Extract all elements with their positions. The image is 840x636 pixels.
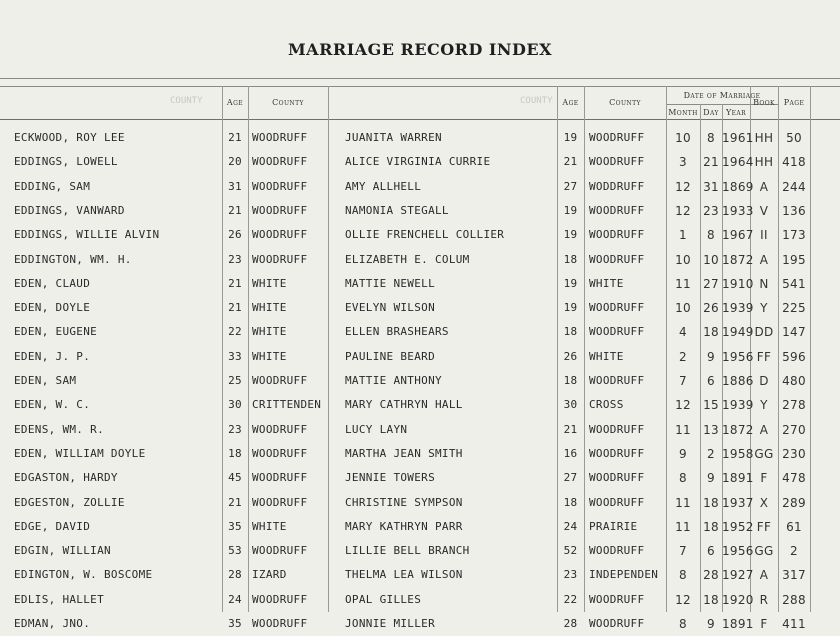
book: FF — [756, 519, 772, 534]
bride-name: MATTIE ANTHONY — [345, 374, 442, 387]
bride-age: 19 — [563, 228, 578, 242]
marriage-year: 1910 — [722, 276, 754, 291]
bride-county: WOODRUFF — [589, 471, 645, 485]
bride-age: 19 — [563, 301, 578, 315]
groom-county: WOODRUFF — [252, 471, 308, 485]
marriage-year: 1933 — [722, 203, 754, 218]
marriage-month: 10 — [675, 131, 691, 145]
book: FF — [756, 349, 772, 364]
bride-county: WHITE — [589, 349, 624, 363]
page-number: 136 — [782, 203, 806, 218]
book: N — [759, 276, 769, 291]
bride-name: LUCY LAYN — [345, 422, 408, 436]
bride-county: WOODRUFF — [589, 592, 645, 606]
header-top-rule — [0, 78, 840, 79]
table-row — [0, 223, 840, 247]
groom-age: 21 — [228, 203, 242, 217]
table-row — [0, 393, 840, 417]
book: V — [759, 203, 769, 218]
marriage-year: 1939 — [722, 398, 754, 413]
book: R — [759, 592, 769, 607]
bride-name: JONNIE MILLER — [345, 617, 435, 630]
bride-county: WOODRUFF — [589, 252, 645, 266]
marriage-month: 9 — [679, 446, 687, 461]
groom-name: EDDINGS, WILLIE ALVIN — [14, 228, 160, 242]
marriage-month: 1 — [679, 228, 687, 243]
header-rule-2 — [0, 86, 840, 87]
book: DD — [754, 325, 774, 340]
groom-county: WHITE — [252, 519, 287, 533]
day-header: Day — [703, 108, 719, 117]
bride-county: WOODRUFF — [589, 446, 645, 460]
marriage-day: 8 — [707, 228, 715, 243]
bride-name: MARY CATHRYN HALL — [345, 398, 463, 412]
bride-age: 18 — [563, 374, 578, 387]
groom-name: EDEN, SAM — [14, 374, 77, 387]
groom-county: WHITE — [252, 349, 287, 363]
table-row — [0, 515, 840, 539]
header-bottom-rule — [0, 119, 840, 120]
marriage-day: 26 — [703, 301, 719, 316]
bride-name: LILLIE BELL BRANCH — [345, 544, 470, 558]
bride-name: JENNIE TOWERS — [345, 471, 435, 485]
groom-county: WHITE — [252, 301, 287, 315]
groom-name: EDDINGS, LOWELL — [14, 155, 118, 169]
groom-county: WOODRUFF — [252, 617, 308, 630]
marriage-month: 10 — [675, 301, 691, 316]
groom-name: EDLIS, HALLET — [14, 592, 104, 606]
date-of-marriage-header: Date of Marriage — [683, 91, 761, 100]
groom-age-header: Age — [226, 98, 244, 107]
page-number: 418 — [782, 155, 806, 170]
page-title: MARRIAGE RECORD INDEX — [287, 40, 553, 59]
groom-age: 21 — [228, 131, 242, 144]
bride-age: 22 — [563, 592, 578, 606]
page-number: 411 — [782, 617, 806, 631]
bride-name: NAMONIA STEGALL — [345, 203, 449, 217]
bride-age: 18 — [563, 325, 578, 339]
bride-age: 27 — [563, 179, 578, 193]
bride-name: ALICE VIRGINIA CURRIE — [345, 155, 491, 169]
marriage-day: 21 — [703, 155, 719, 170]
bride-age: 23 — [563, 568, 578, 582]
marriage-year: 1927 — [722, 568, 754, 583]
page-number: 195 — [782, 252, 806, 267]
marriage-month: 12 — [675, 592, 691, 607]
marriage-day: 18 — [703, 519, 719, 534]
groom-age: 21 — [228, 276, 242, 290]
bride-age: 27 — [563, 471, 578, 485]
groom-county-header: County — [272, 98, 304, 107]
marriage-day: 13 — [703, 422, 719, 437]
bride-age: 19 — [563, 131, 578, 144]
groom-age: 24 — [228, 592, 242, 606]
page-number: 289 — [782, 495, 806, 510]
bride-name: MATTIE NEWELL — [345, 276, 435, 290]
bride-county: WOODRUFF — [589, 544, 645, 558]
table-row — [0, 563, 840, 587]
table-row — [0, 369, 840, 393]
groom-age: 45 — [228, 471, 242, 485]
groom-county: WOODRUFF — [252, 544, 308, 558]
table-row — [0, 320, 840, 344]
bride-age: 21 — [563, 422, 578, 436]
bride-county: WOODRUFF — [589, 617, 645, 630]
marriage-day: 2 — [707, 446, 715, 461]
groom-name: EDMAN, JNO. — [14, 617, 91, 630]
marriage-day: 27 — [703, 276, 719, 291]
bride-age: 18 — [563, 252, 578, 266]
marriage-day: 9 — [707, 471, 715, 486]
groom-name: EDEN, J. P. — [14, 349, 91, 363]
groom-age: 26 — [228, 228, 242, 242]
bride-age: 52 — [563, 544, 578, 558]
page-number: 173 — [782, 228, 806, 243]
marriage-day: 23 — [703, 203, 719, 218]
groom-name: EDGIN, WILLIAN — [14, 544, 111, 558]
marriage-year: 1952 — [722, 519, 754, 534]
groom-name: EDEN, WILLIAM DOYLE — [14, 446, 146, 460]
groom-county: WOODRUFF — [252, 131, 308, 144]
bride-county: WOODRUFF — [589, 131, 645, 144]
page-number: 225 — [782, 301, 806, 316]
table-row — [0, 345, 840, 369]
bride-county: WOODRUFF — [589, 228, 645, 242]
groom-county: WOODRUFF — [252, 446, 308, 460]
marriage-year: 1967 — [722, 228, 754, 243]
marriage-day: 31 — [703, 179, 719, 194]
groom-county: WOODRUFF — [252, 155, 308, 169]
bride-name: EVELYN WILSON — [345, 301, 435, 315]
groom-county: WOODRUFF — [252, 495, 308, 509]
table-row — [0, 150, 840, 174]
table-row — [0, 296, 840, 320]
page-number: 147 — [782, 325, 806, 340]
bride-county: WOODRUFF — [589, 422, 645, 436]
groom-county: WHITE — [252, 276, 287, 290]
marriage-year: 1939 — [722, 301, 754, 316]
table-row — [0, 539, 840, 563]
book: Y — [760, 301, 768, 316]
table-row — [0, 272, 840, 296]
groom-name: EDDINGTON, WM. H. — [14, 252, 132, 266]
groom-age: 30 — [228, 398, 242, 412]
book: Y — [760, 398, 768, 413]
groom-county: WOODRUFF — [252, 592, 308, 606]
page-number: 270 — [782, 422, 806, 437]
marriage-day: 28 — [703, 568, 719, 583]
groom-name: EDEN, EUGENE — [14, 325, 98, 339]
marriage-month: 8 — [679, 568, 687, 583]
marriage-year: 1937 — [722, 495, 754, 510]
groom-name: EDEN, W. C. — [14, 398, 91, 412]
marriage-year: 1891 — [722, 471, 754, 486]
marriage-month: 7 — [679, 544, 687, 559]
bride-name: JUANITA WARREN — [345, 131, 442, 144]
book: A — [759, 568, 769, 583]
book: HH — [754, 155, 774, 170]
bride-name: CHRISTINE SYMPSON — [345, 495, 463, 509]
bride-name: MARTHA JEAN SMITH — [345, 446, 463, 460]
bride-age: 28 — [563, 617, 578, 630]
bride-county: WOODRUFF — [589, 203, 645, 217]
bride-county: WOODRUFF — [589, 301, 645, 315]
bride-county: CROSS — [589, 398, 624, 412]
marriage-month: 3 — [679, 155, 687, 170]
marriage-month: 7 — [679, 374, 687, 388]
bride-name: ELLEN BRASHEARS — [345, 325, 449, 339]
book: GG — [754, 544, 774, 559]
marriage-year: 1920 — [722, 592, 754, 607]
bride-county: WOODRUFF — [589, 325, 645, 339]
marriage-day: 6 — [707, 544, 715, 559]
bride-age: 30 — [563, 398, 578, 412]
marriage-year: 1961 — [722, 131, 754, 145]
marriage-month: 12 — [675, 398, 691, 413]
bride-age: 21 — [563, 155, 578, 169]
marriage-month: 12 — [675, 203, 691, 218]
bride-age: 26 — [563, 349, 578, 363]
book: F — [760, 617, 768, 631]
groom-county: IZARD — [252, 568, 287, 582]
groom-age: 18 — [228, 446, 242, 460]
groom-age: 28 — [228, 568, 242, 582]
groom-name: EDEN, DOYLE — [14, 301, 91, 315]
page-number: 230 — [782, 446, 806, 461]
table-row — [0, 199, 840, 223]
groom-name: ECKWOOD, ROY LEE — [14, 131, 125, 144]
book: D — [759, 374, 769, 388]
groom-age: 35 — [228, 519, 242, 533]
marriage-year: 1958 — [722, 446, 754, 461]
table-row — [0, 442, 840, 466]
groom-name: EDEN, CLAUD — [14, 276, 91, 290]
groom-name: EDENS, WM. R. — [14, 422, 104, 436]
marriage-year: 1872 — [722, 422, 754, 437]
groom-county: CRITTENDEN — [252, 398, 322, 412]
marriage-day: 18 — [703, 495, 719, 510]
marriage-month: 2 — [679, 349, 687, 364]
page-number: 288 — [782, 592, 806, 607]
table-row — [0, 418, 840, 442]
marriage-day: 15 — [703, 398, 719, 413]
marriage-day: 18 — [703, 592, 719, 607]
groom-age: 53 — [228, 544, 242, 558]
groom-name: EDDING, SAM — [14, 179, 91, 193]
groom-age: 35 — [228, 617, 242, 630]
page-number: 2 — [790, 544, 798, 559]
table-row — [0, 126, 840, 150]
page-number: 480 — [782, 374, 806, 388]
page-number: 317 — [782, 568, 806, 583]
marriage-month: 11 — [675, 422, 691, 437]
groom-age: 31 — [228, 179, 242, 193]
marriage-month: 11 — [675, 495, 691, 510]
groom-name: EDDINGS, VANWARD — [14, 203, 125, 217]
bride-name: AMY ALLHELL — [345, 179, 422, 193]
book: X — [759, 495, 769, 510]
bride-county: WODDRUFF — [589, 179, 645, 193]
bride-age-header: Age — [562, 98, 579, 107]
bride-name: MARY KATHRYN PARR — [345, 519, 463, 533]
book: A — [759, 252, 769, 267]
table-row — [0, 491, 840, 515]
marriage-year: 1872 — [722, 252, 754, 267]
marriage-month: 10 — [675, 252, 691, 267]
table-row — [0, 588, 840, 612]
groom-county: WOODRUFF — [252, 374, 308, 387]
marriage-month: 8 — [679, 471, 687, 486]
page-number: 541 — [782, 276, 806, 291]
bride-age: 16 — [563, 446, 578, 460]
groom-age: 25 — [228, 374, 242, 387]
marriage-month: 12 — [675, 179, 691, 194]
marriage-month: 11 — [675, 519, 691, 534]
page-header: Page — [783, 98, 805, 107]
page-number: 50 — [786, 131, 802, 145]
marriage-day: 18 — [703, 325, 719, 340]
marriage-year: 1964 — [722, 155, 754, 170]
bride-county: WOODRUFF — [589, 374, 645, 387]
table-row — [0, 612, 840, 636]
marriage-day: 9 — [707, 349, 715, 364]
bride-age: 19 — [563, 203, 578, 217]
groom-name: EDGESTON, ZOLLIE — [14, 495, 125, 509]
bride-age: 19 — [563, 276, 578, 290]
groom-age: 20 — [228, 155, 242, 169]
groom-age: 21 — [228, 495, 242, 509]
page-number: 61 — [786, 519, 802, 534]
bride-name: THELMA LEA WILSON — [345, 568, 463, 582]
bride-name: OLLIE FRENCHELL COLLIER — [345, 228, 505, 242]
groom-county: WOODRUFF — [252, 203, 308, 217]
book-header: Book — [753, 98, 775, 107]
bride-county: INDEPENDEN — [589, 568, 659, 582]
groom-name: EDGE, DAVID — [14, 519, 91, 533]
month-header: Month — [668, 108, 698, 117]
bride-age: 18 — [563, 495, 578, 509]
marriage-year: 1956 — [722, 544, 754, 559]
year-header: Year — [725, 108, 747, 117]
groom-county: WOODRUFF — [252, 252, 308, 266]
groom-name: EDINGTON, W. BOSCOME — [14, 568, 153, 582]
bride-name: OPAL GILLES — [345, 592, 422, 606]
bride-county: WOODRUFF — [589, 495, 645, 509]
bride-county-header: County — [609, 98, 641, 107]
marriage-day: 10 — [703, 252, 719, 267]
groom-county: WOODRUFF — [252, 179, 308, 193]
marriage-month: 4 — [679, 325, 687, 340]
marriage-month: 11 — [675, 276, 691, 291]
book: HH — [754, 131, 774, 145]
page-number: 596 — [782, 349, 806, 364]
marriage-day: 6 — [707, 374, 715, 388]
groom-county: WHITE — [252, 325, 287, 339]
marriage-month: 8 — [679, 617, 687, 631]
book: GG — [754, 446, 774, 461]
bride-county: WHITE — [589, 276, 624, 290]
groom-age: 23 — [228, 422, 242, 436]
marriage-day: 8 — [707, 131, 715, 145]
groom-county: WOODRUFF — [252, 228, 308, 242]
marriage-day: 9 — [707, 617, 715, 631]
marriage-year: 1891 — [722, 617, 754, 631]
bride-county: PRAIRIE — [589, 519, 638, 533]
groom-name: EDGASTON, HARDY — [14, 471, 118, 485]
page-number: 478 — [782, 471, 806, 486]
table-row — [0, 466, 840, 490]
marriage-year: 1886 — [722, 374, 754, 388]
table-row — [0, 175, 840, 199]
marriage-record-page: MARRIAGE RECORD INDEX COUNTY COUNTY Age County Age County Date of Marriage Month Day Year Book Page ECKWOOD, ROY LEE 21 WOODRUFF JUANITA WARREN 19 WOODRUFF 10 8 1961 HH 50 EDDINGS, LOWELL 20 WOODRUFF ALICE VIRGINIA CURRIE 21 WOODRUFF 3 21 1964 HH 418 EDDING, SAM 31 WOODRUFF AMY ALLHELL 27 WODDRUFF 12 31 1869 A 244 EDDINGS, VANWARD 21 WOODRUFF NAMONIA STEGALL 19 WOODRUFF 12 23 1933 V 136 EDDINGS, WILLIE ALVIN 26 WOODRUFF OLLIE FRENCHELL COLLIER 19 WOODRUFF 1 8 1967 II 173 EDDINGTON, WM. H. 23 WOODRUFF ELIZABETH E. COLUM 18 WOODRUFF 10 10 1872 A 195 EDEN, CLAUD 21 WHITE MATTIE NEWELL 19 WHITE 11 27 1910 N 541 EDEN, DOYLE 21 WHITE EVELYN WILSON 19 WOODRUFF 10 26 1939 Y 225 EDEN, EUGENE 22 WHITE ELLEN BRASHEARS 18 WOODRUFF 4 18 1949 DD 147 EDEN, J. P. 33 WHITE PAULINE BEARD 26 WHITE 2 9 1956 FF 596 EDEN, SAM 25 WOODRUFF MATTIE ANTHONY 18 WOODRUFF 7 6 1886 D 480 EDEN, W. C. 30 CRITTENDEN MARY CATHRYN HALL 30 CROSS 12 15 1939 Y 278 EDENS, WM. R. 23 WOODRUFF LUCY LAYN 21 WOODRUFF 11 13 1872 A 270 EDEN, WILLIAM DOYLE 18 WOODRUFF MARTHA JEAN SMITH 16 WOODRUFF 9 2 1958 GG 230 EDGASTON, HARDY 45 WOODRUFF JENNIE TOWERS 27 WOODRUFF 8 9 1891 F 478 EDGESTON, ZOLLIE 21 WOODRUFF CHRISTINE SYMPSON 18 WOODRUFF 11 18 1937 X 289 EDGE, DAVID 35 WHITE MARY KATHRYN PARR 24 PRAIRIE 11 18 1952 FF 61 EDGIN, WILLIAN 53 WOODRUFF LILLIE BELL BRANCH 52 WOODRUFF 7 6 1956 GG 2 EDINGTON, W. BOSCOME 28 IZARD THELMA LEA WILSON 23 INDEPENDEN 8 28 1927 A 317 EDLIS, HALLET 24 WOODRUFF OPAL GILLES 22 WOODRUFF 12 18 1920 R 288 EDMAN, JNO. 35 WOODRUFF JONNIE MILLER 28 WOODRUFF 8 9 1891 F 411 — [0, 0, 840, 612]
bride-county: WOODRUFF — [589, 155, 645, 169]
bride-age: 24 — [563, 519, 578, 533]
groom-age: 23 — [228, 252, 242, 266]
groom-age: 22 — [228, 325, 242, 339]
book: II — [760, 228, 768, 243]
groom-county: WOODRUFF — [252, 422, 308, 436]
table-row — [0, 248, 840, 272]
groom-age: 33 — [228, 349, 242, 363]
page-number: 244 — [782, 179, 806, 194]
page-number: 278 — [782, 398, 806, 413]
bride-name: PAULINE BEARD — [345, 349, 435, 363]
book: F — [760, 471, 768, 486]
marriage-year: 1869 — [722, 179, 754, 194]
book: A — [759, 422, 769, 437]
marriage-year: 1949 — [722, 325, 754, 340]
marriage-year: 1956 — [722, 349, 754, 364]
book: A — [759, 179, 769, 194]
groom-age: 21 — [228, 301, 242, 315]
bride-name: ELIZABETH E. COLUM — [345, 252, 470, 266]
